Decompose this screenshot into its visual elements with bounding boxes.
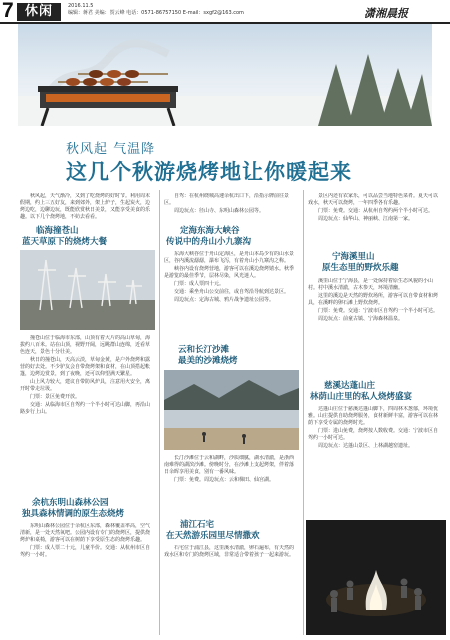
article-body: [20, 523, 154, 635]
section-title-line2: 林荫山庄里的私人烧烤盛宴: [310, 392, 413, 402]
paragraph: 门票：进山免费，烧烤按人数收费。交通：宁波市区自驾约一小时可达。: [308, 428, 439, 441]
article-body: [164, 455, 298, 517]
paragraph: 东明山森林公园位于余杭区东部，森林覆盖率高，空气清新，是一处天然氧吧。公园内设有专门的烧烤区，提供烧烤炉和桌椅，游客可以在树荫下享受原生态的烧烤乐趣。: [20, 523, 151, 543]
article-body: [20, 335, 154, 495]
paragraph: 秋日的撞苍山，天高云淡，草甸金黄，是户外烧烤和露营的好去处。不少驴友会自带烧烤架和食材，在山顶搭起帐篷，边烤边赏景，到了夜晚，还可以仰望满天繁星。: [20, 357, 151, 377]
paragraph: 门票：免费。交通：从杭州自驾约两个半小时可达。: [318, 208, 434, 214]
section-title-line2: 传说中的舟山小九寨沟: [166, 237, 252, 247]
barbecue-grill-illustration: [18, 24, 432, 126]
section-title-line1: 余杭东明山森林公园: [32, 498, 109, 508]
section-title-line1: 慈溪达蓬山庄: [324, 381, 376, 391]
column-divider: [159, 190, 160, 635]
article-body: [308, 406, 442, 518]
paragraph: 交通：乘坐舟山公交前往，或自驾沿导航到达景区。: [174, 289, 290, 295]
date-line: 2016.11.5: [68, 3, 94, 9]
page-header: [0, 0, 450, 22]
section-title-line2: 在天然游乐园里尽情撒欢: [166, 531, 260, 541]
paragraph: 溪里山位于宁海县，是一处保持着原生态风貌的小山村。村中溪水清澈，古木参天，环境清幽。: [308, 278, 434, 291]
paragraph: 这里的溪边是天然的野炊场所，游客可以自带食材和烤具，在溪畔的卵石滩上野炊烧烤。: [308, 293, 439, 306]
article-body: [308, 193, 442, 247]
paragraph: 达蓬山庄位于慈溪达蓬山脚下，四周林木葱郁，环境优雅。山庄提供自助烧烤服务，食材新鲜丰富，游客可以在林荫下享受专属的烧烤时光。: [308, 406, 439, 426]
paragraph: 撞苍山位于临海市东部，山顶有着大片的高山草甸，海拔约八百米。站在山顶，视野开阔，远眺群山连绵，近看草色连天，景色十分壮美。: [20, 335, 151, 355]
article-body: [164, 545, 298, 635]
paragraph: 山上风力较大，建议自带防风炉具，注意用火安全，离开时带走垃圾。: [20, 379, 151, 392]
paragraph: 峡谷内设有烧烤营地，游客可以在溪边烧烤嬉水。秋季是游览的最佳季节，层林尽染，风光迷人。: [164, 266, 295, 279]
paragraph: 长汀沙滩位于云和湖畔，沙质细腻，湖水清澈，是浙西南难得的湖滨沙滩。傍晚时分，在沙滩上支起烤架，伴着落日余晖享用美食，别有一番风味。: [164, 455, 295, 475]
article-body: [164, 251, 298, 336]
paragraph: 石宅位于浦江县，这里溪水清澈，卵石遍布，有天然的戏水区和专门的烧烤区域，非常适合带着孩子一起来游玩。: [164, 545, 295, 558]
paragraph: 周边玩点：径山寺、东明山森林公园等。: [174, 208, 265, 214]
paragraph: 周边玩点：定海古城、鸦片战争遗址公园等。: [174, 297, 275, 303]
paragraph: 自驾：在杭州绕城高速余杭出口下，沿指示牌前往景区。: [164, 193, 290, 206]
article-body: [164, 193, 298, 223]
section-title-line1: 浦江石宅: [180, 520, 215, 530]
paragraph: 东海大峡谷位于舟山定海区，是舟山本岛少有的山水景区，谷内溪流潺潺，瀑布飞泻，有着舟山小九寨沟之称。: [164, 251, 295, 264]
paragraph: 门票：免费。交通：宁波市区自驾约一个半小时可达。: [318, 308, 439, 314]
paragraph: 门票：成人票四十元。: [174, 281, 225, 287]
paragraph: 门票：免费。周边玩点：云和梯田、仙宫湖。: [174, 477, 275, 483]
main-headline: 这几个秋游烧烤地让你暖起来: [66, 159, 352, 184]
page-number: 7: [2, 0, 14, 22]
paragraph: 周边玩点：达蓬山景区、上林湖越窑遗址。: [318, 443, 414, 449]
intro-text: 秋风起，天气渐冷，又到了吃烧烤的好时节。利用周末假期，约上三五好友，来到郊外，架上炉子，生起炭火，边烤边吃，边聊边玩，既能欣赏秋日美景，又能享受美食的乐趣。以下几个烧烤地，不妨去看看。: [20, 193, 151, 219]
section-title-line1: 宁海溪里山: [332, 252, 375, 262]
column-divider: [303, 190, 304, 635]
photo-night-bonfire: [306, 520, 446, 635]
photo-lakeside-beach: [164, 370, 299, 450]
paragraph: 景区内还有农家乐，可以品尝当地特色菜肴。夏天可以戏水，秋天可以烧烤，一年四季各有乐趣。: [308, 193, 439, 206]
intro-paragraph: [20, 193, 154, 219]
paragraph: 门票：景区免费开放。: [30, 394, 81, 400]
paragraph: 周边玩点：前童古镇、宁海森林温泉。: [318, 316, 404, 322]
banner-image: [18, 24, 432, 126]
headline-kicker: 秋风起 气温降: [66, 142, 156, 157]
paragraph: 周边玩点：仙华山、神丽峡、江南第一家。: [318, 216, 414, 222]
article-body: [308, 278, 442, 374]
section-title-line2: 蓝天草原下的烧烤大餐: [22, 237, 108, 247]
section-title-line2: 原生态里的野炊乐趣: [322, 263, 399, 273]
photo-cangshan: [20, 250, 155, 330]
section-label: 休闲: [17, 3, 61, 21]
newspaper-name: 潇湘晨报: [364, 7, 408, 20]
section-title-line2: 独具森林情调的原生态烧烤: [22, 509, 125, 519]
section-title-line1: 定海东海大峡谷: [180, 226, 240, 236]
paragraph: 门票：成人票二十元，儿童半价。交通：从杭州市区自驾约一小时。: [20, 545, 151, 558]
section-title-line1: 临海撞苍山: [36, 226, 79, 236]
section-title-line2: 最美的沙滩烧烤: [178, 356, 238, 366]
paragraph: 交通：从临海市区自驾约一个半小时可达山脚，再沿山路步行上山。: [20, 402, 151, 415]
section-title-line1: 云和长汀沙滩: [178, 345, 230, 355]
editor-line: 编辑：蒋君 美编：贺云峰 电话：0571-86757150 E-mail：sxgf2@163.com: [68, 10, 244, 16]
